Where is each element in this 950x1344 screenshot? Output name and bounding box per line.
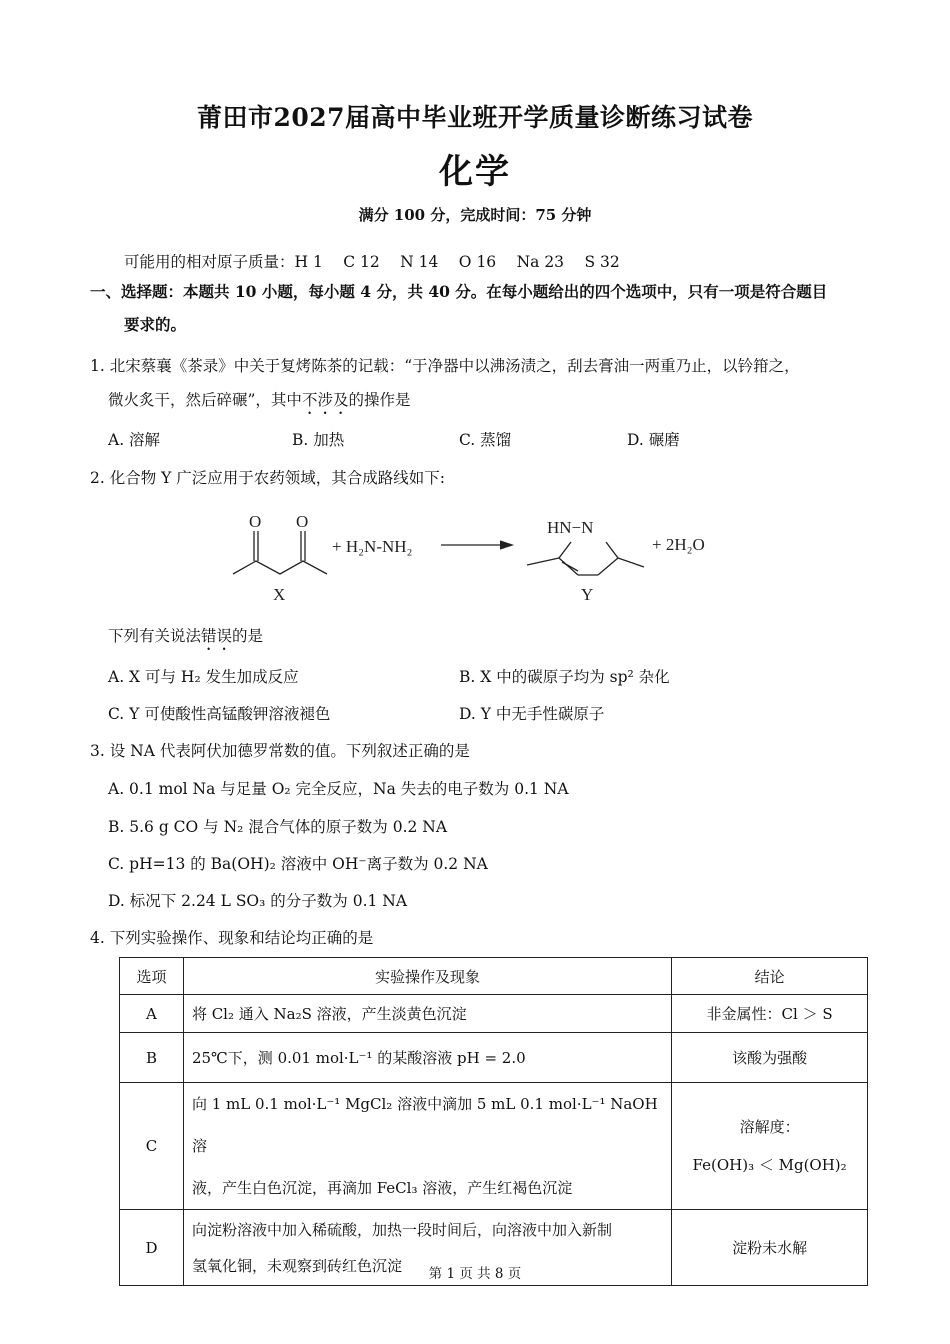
subject-title: 化学 (439, 152, 511, 192)
q2-reaction-scheme (220, 505, 740, 605)
header-option: 选项 (120, 958, 184, 995)
q2-emphasis: 错误 (201, 627, 233, 645)
q1-stem: 1. 北宋蔡襄《茶录》中关于复烤陈茶的记载：“于净器中以沸汤渍之，刮去膏油一两重乃止，以钤箝之， (90, 357, 800, 375)
q1-option-a: A. 溶解 (108, 431, 161, 449)
label-x: X (273, 585, 286, 604)
row-a-operation: 将 Cl₂ 通入 Na₂S 溶液，产生淡黄色沉淀 (183, 995, 671, 1033)
q3-option-d: D. 标况下 2.24 L SO₃ 的分子数为 0.1 NA (108, 892, 408, 910)
q3-stem: 3. 设 NA 代表阿伏加德罗常数的值。下列叙述正确的是 (90, 742, 470, 760)
page-footer: 第 1 页 共 8 页 (428, 1266, 522, 1282)
row-d-option: D (120, 1210, 184, 1286)
table-header-row (120, 958, 868, 995)
row-b-option: B (120, 1033, 184, 1083)
header-operation: 实验操作及现象 (183, 958, 671, 995)
table-row (120, 1033, 868, 1083)
q3-option-b: B. 5.6 g CO 与 N₂ 混合气体的原子数为 0.2 NA (108, 818, 448, 836)
atomic-masses: 可能用的相对原子质量：H 1 C 12 N 14 O 16 Na 23 S 32 (124, 253, 620, 271)
row-c-option: C (120, 1083, 184, 1210)
q2-option-c: C. Y 可使酸性高锰酸钾溶液褪色 (108, 705, 331, 723)
row-a-conclusion: 非金属性：Cl ＞ S (672, 995, 868, 1033)
row-a-option: A (120, 995, 184, 1033)
q2-option-b: B. X 中的碳原子均为 sp² 杂化 (459, 668, 670, 686)
section-1-heading: 一、选择题：本题共 10 小题，每小题 4 分，共 40 分。在每小题给出的四个选项中，只有一项是符合题目 (90, 282, 828, 301)
q1-emphasis: 不涉及 (301, 391, 349, 409)
experiment-table (119, 957, 868, 1286)
q2-stem: 2. 化合物 Y 广泛应用于农药领域，其合成路线如下: (90, 469, 446, 487)
x-oxygen-1: O (249, 512, 262, 531)
row-c-conclusion: 溶解度： Fe(OH)₃ ＜ Mg(OH)₂ (672, 1083, 868, 1210)
q2-ask: 下列有关说法错误的是 (108, 627, 264, 645)
q4-stem: 4. 下列实验操作、现象和结论均正确的是 (90, 929, 374, 947)
x-oxygen-2: O (296, 512, 309, 531)
reagent-hydrazine: + H₂N-NH₂ (332, 537, 413, 556)
q1-stem-cont: 微火炙干，然后碎碾”，其中不涉及的操作是 (108, 391, 411, 409)
section-1-heading-cont: 要求的。 (124, 315, 187, 334)
q1-option-d: D. 碾磨 (627, 431, 680, 449)
table-row (120, 995, 868, 1033)
product-water: + 2H₂O (652, 535, 705, 554)
row-d-operation: 向淀粉溶液中加入稀硫酸，加热一段时间后，向溶液中加入新制 氢氧化铜，未观察到砖红色沉淀 (183, 1210, 671, 1286)
q2-option-a: A. X 可与 H₂ 发生加成反应 (108, 668, 299, 686)
page-title: 莆田市2027届高中毕业班开学质量诊断练习试卷 (196, 103, 754, 132)
header-conclusion: 结论 (672, 958, 868, 995)
row-b-conclusion: 该酸为强酸 (672, 1033, 868, 1083)
score-info: 满分 100 分，完成时间：75 分钟 (358, 206, 592, 224)
q1-option-c: C. 蒸馏 (459, 431, 512, 449)
q3-option-c: C. pH=13 的 Ba(OH)₂ 溶液中 OH⁻离子数为 0.2 NA (108, 855, 488, 873)
q3-option-a: A. 0.1 mol Na 与足量 O₂ 完全反应，Na 失去的电子数为 0.1 NA (108, 780, 569, 798)
q2-option-d: D. Y 中无手性碳原子 (459, 705, 605, 723)
label-y: Y (581, 585, 594, 604)
row-d-conclusion: 淀粉未水解 (672, 1210, 868, 1286)
row-b-operation: 25℃下，测 0.01 mol·L⁻¹ 的某酸溶液 pH = 2.0 (183, 1033, 671, 1083)
row-c-operation: 向 1 mL 0.1 mol·L⁻¹ MgCl₂ 溶液中滴加 5 mL 0.1 mol·L⁻¹ NaOH 溶 液，产生白色沉淀，再滴加 FeCl₃ 溶液，产生红褐色沉淀 (183, 1083, 671, 1210)
table-row (120, 1083, 868, 1210)
ring-hn-n: HN−N (547, 518, 594, 537)
q1-option-b: B. 加热 (292, 431, 345, 449)
